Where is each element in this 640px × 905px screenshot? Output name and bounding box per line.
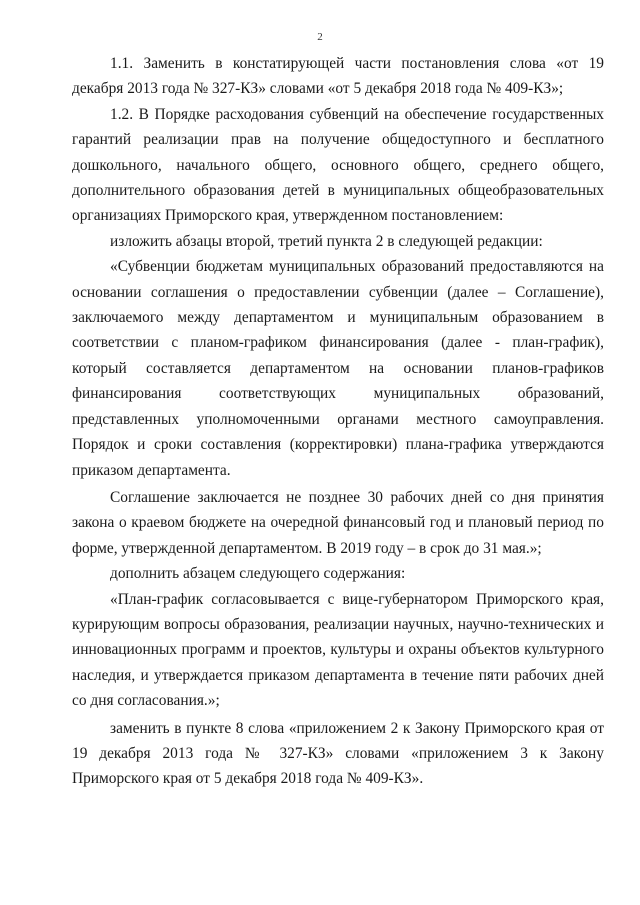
page-number: 2	[317, 31, 323, 43]
paragraph-1-1: 1.1. Заменить в констатирующей части постановления слова «от 19 декабря 2013 года № 327-КЗ» словами «от 5 декабря 2018 года № 409-КЗ»;	[72, 55, 604, 98]
document-body	[72, 51, 604, 792]
paragraph-add-clause: дополнить абзацем следующего содержания:	[110, 565, 406, 583]
paragraph-quote-subventions: «Субвенции бюджетам муниципальных образований предоставляются на основании соглашения о предоставлении субвенции (далее – Соглашение), заключаемого между департаментом и муниципальным образованием в соответствии с планом-графиком финансирования (далее - план-график), который составляется департаментом на основании планов-графиков финансирования соответствующих муниципальных образований, представленных уполномоченными органами местного самоуправления. Порядок и сроки составления (корректировки) плана-графика утверждаются приказом департамента.	[72, 258, 604, 479]
paragraph-amend-point-2: изложить абзацы второй, третий пункта 2 в следующей редакции:	[110, 232, 543, 250]
paragraph-quote-plan-schedule: «План-график согласовывается с вице-губернатором Приморского края, курирующим вопросы образования, реализации научных, научно-технических и инновационных программ и проектов, культуры и охраны объектов культурного наследия, и утверждается приказом департамента в течение пяти рабочих дней со дня согласования.»;	[72, 590, 604, 710]
paragraph-agreement-terms: Соглашение заключается не позднее 30 рабочих дней со дня принятия закона о краевом бюджете на очередной финансовый год и плановый период по форме, утвержденной департаментом. В 2019 году – в срок до 31 мая.»;	[72, 488, 604, 557]
paragraph-replace-point-8: заменить в пункте 8 слова «приложением 2 к Закону Приморского края от 19 декабря 2013 года № 327-КЗ» словами «приложением 3 к Закону Приморского края от 5 декабря 2018 года № 409-КЗ».	[72, 719, 604, 788]
paragraph-1-2: 1.2. В Порядке расходования субвенций на обеспечение государственных гарантий реализации прав на получение общедоступного и бесплатного дошкольного, начального общего, основного общего, среднего общего, дополнительного образования детей в муниципальных общеобразовательных организациях Приморского края, утвержденном постановлением:	[72, 105, 604, 225]
